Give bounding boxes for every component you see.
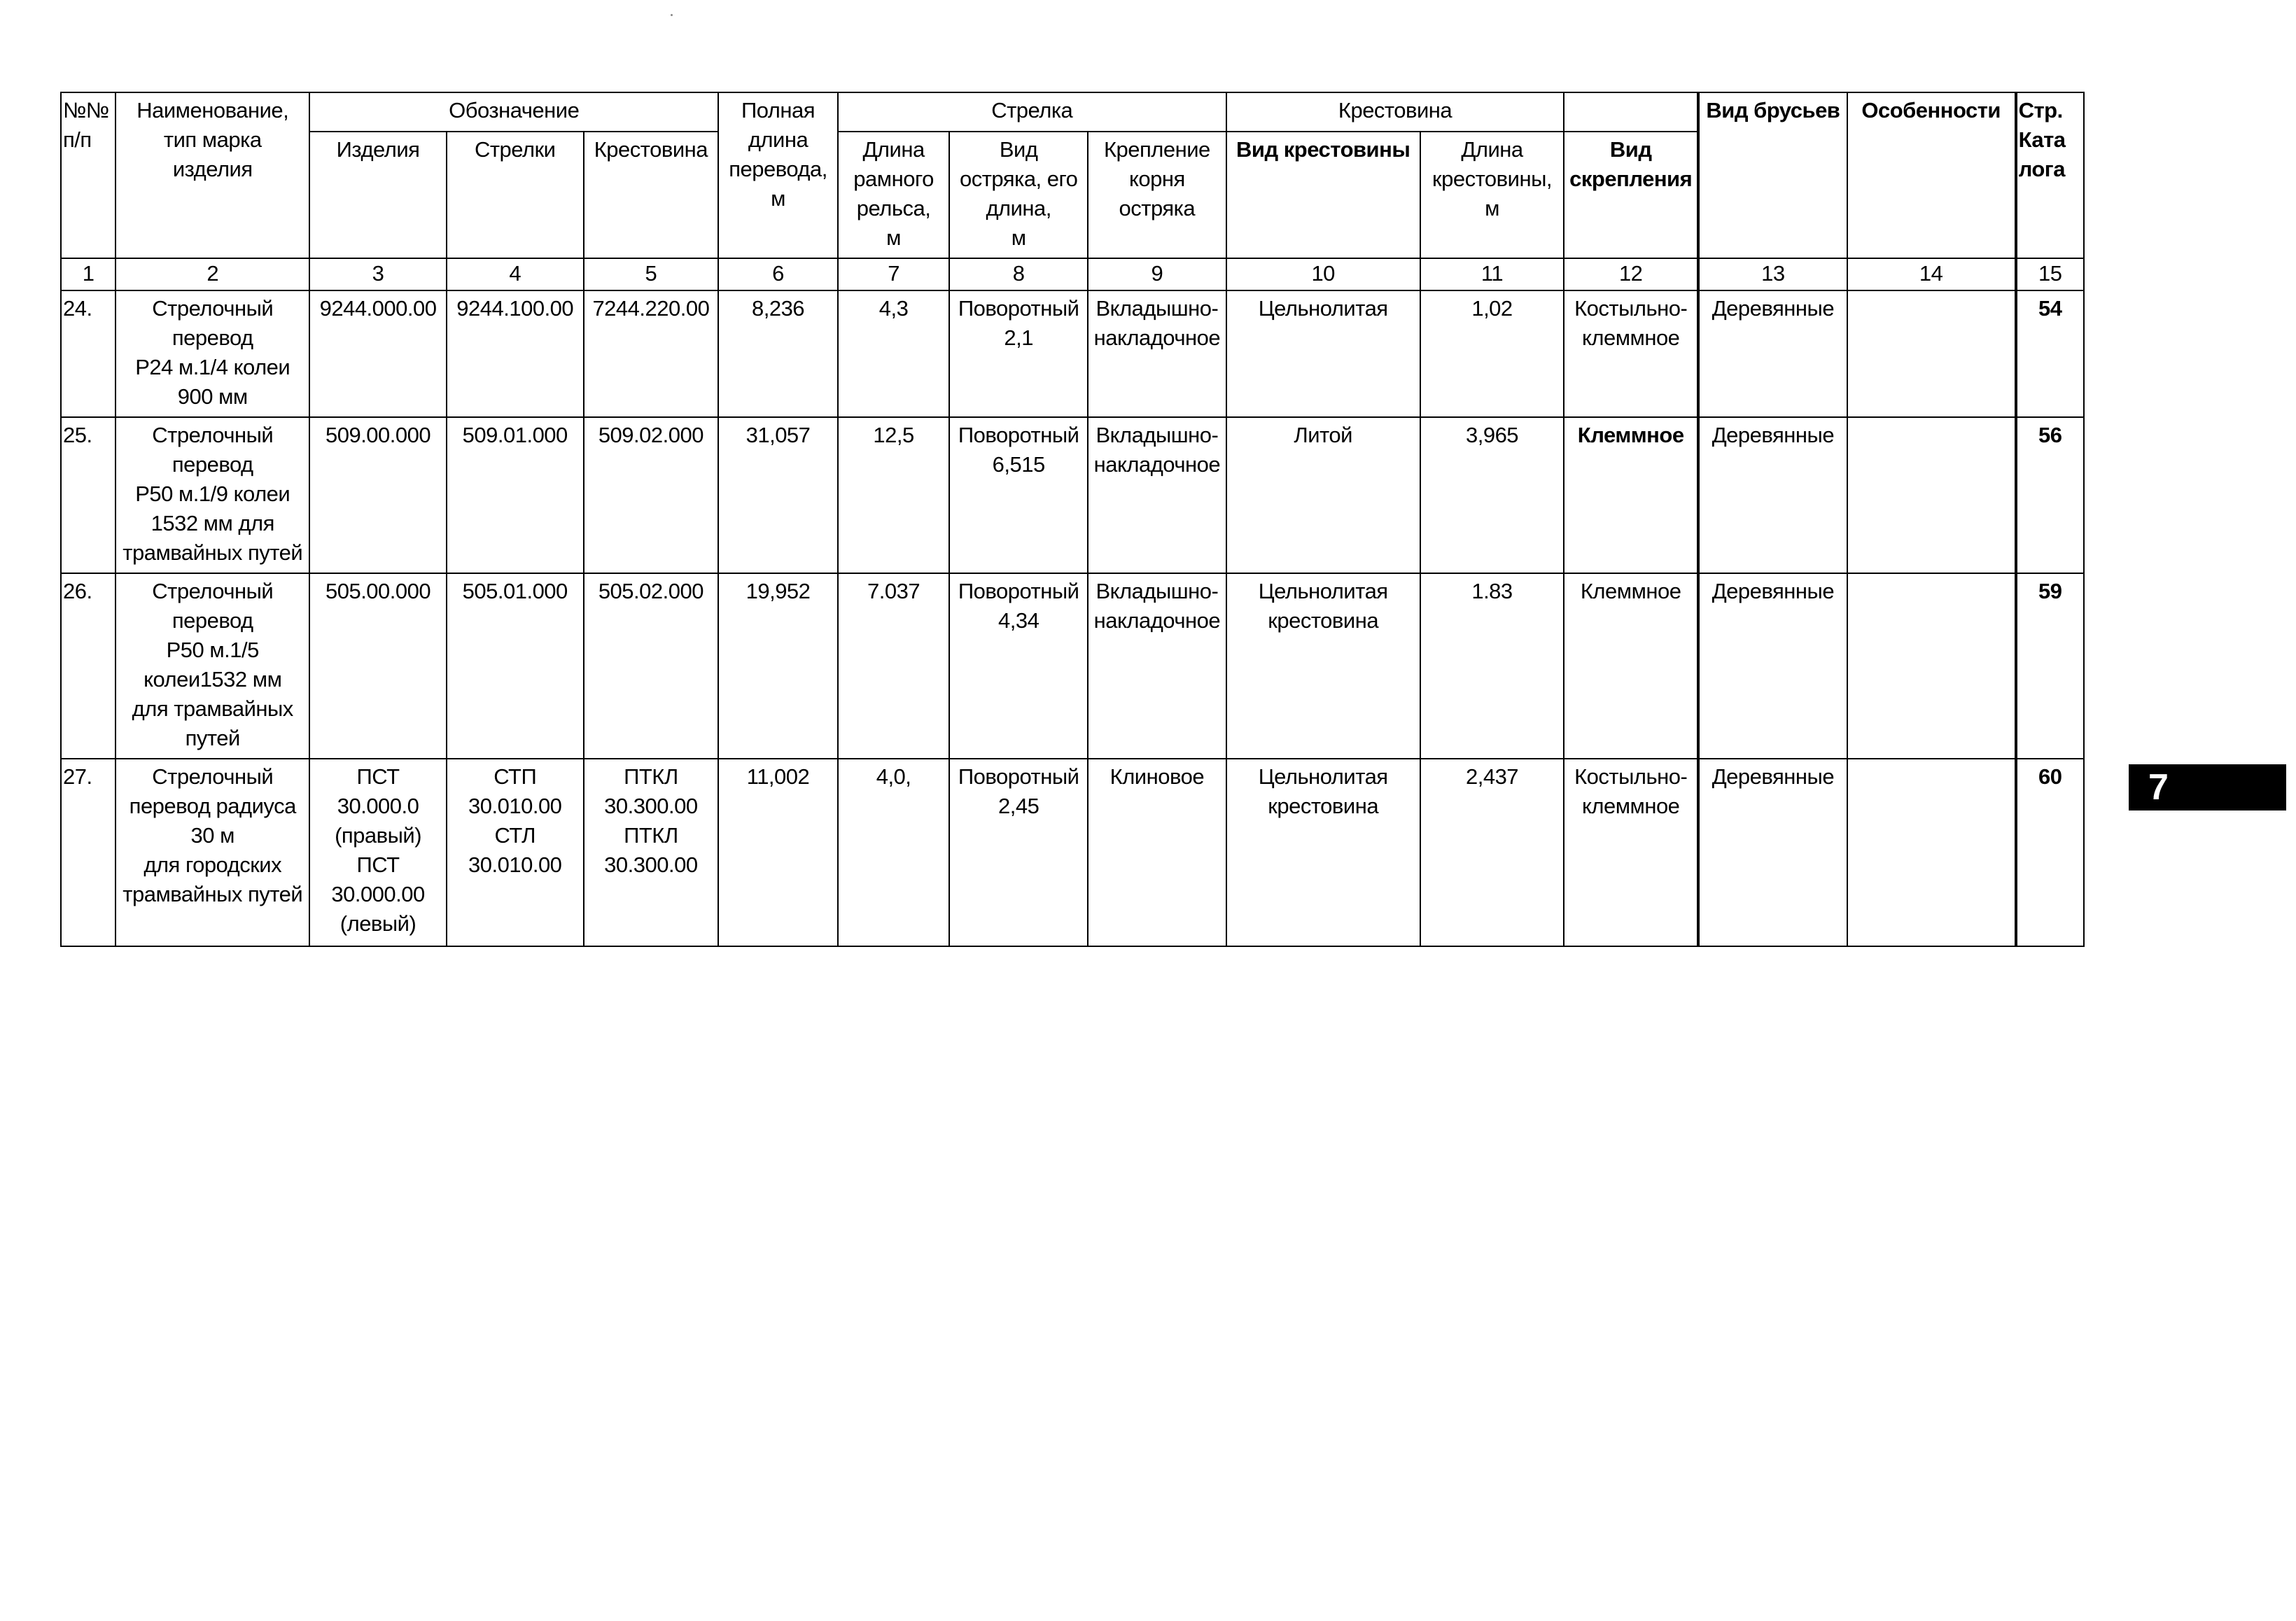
row-fastening: Костыльно- клеммное: [1564, 290, 1698, 417]
row-page: 54: [2016, 290, 2084, 417]
column-number-row: [61, 258, 2084, 290]
row-length: 31,057: [718, 417, 838, 573]
header-catalog-page: Стр. Ката лога: [2016, 92, 2084, 258]
row-blade: Поворотный 2,1: [949, 290, 1088, 417]
column-number: 10: [1226, 258, 1420, 290]
column-number: 3: [309, 258, 447, 290]
column-number: 7: [838, 258, 950, 290]
row-blade: Поворотный 6,515: [949, 417, 1088, 573]
column-number: 14: [1847, 258, 2016, 290]
column-number: 11: [1420, 258, 1564, 290]
row-rail-length: 4,0,: [838, 759, 950, 946]
row-sleepers: Деревянные: [1698, 290, 1847, 417]
column-number: 5: [584, 258, 719, 290]
row-sleepers: Деревянные: [1698, 573, 1847, 759]
row-length: 8,236: [718, 290, 838, 417]
row-frog-length: 1.83: [1420, 573, 1564, 759]
column-number: 9: [1088, 258, 1226, 290]
row-page: 59: [2016, 573, 2084, 759]
row-length: 11,002: [718, 759, 838, 946]
header-number: №№ п/п: [61, 92, 115, 258]
row-name: Стрелочный перевод радиуса 30 м для городских трамвайных путей: [115, 759, 309, 946]
header-group-switch: Стрелка: [838, 92, 1226, 132]
row-switch: СТП 30.010.00 СТЛ 30.010.00: [447, 759, 584, 946]
column-number: 15: [2016, 258, 2084, 290]
table-row: [61, 759, 2084, 946]
row-frog-type: Цельнолитая крестовина: [1226, 573, 1420, 759]
header-group-row: [61, 92, 2084, 132]
row-switch: 509.01.000: [447, 417, 584, 573]
header-group-frog: Крестовина: [1226, 92, 1564, 132]
header-switch: Стрелки: [447, 132, 584, 258]
row-root: Вкладышно- накладочное: [1088, 417, 1226, 573]
row-features: [1847, 417, 2016, 573]
header-frog-type: Вид крестовины: [1226, 132, 1420, 258]
column-number: 13: [1698, 258, 1847, 290]
row-switch: 9244.100.00: [447, 290, 584, 417]
table-row: [61, 290, 2084, 417]
row-length: 19,952: [718, 573, 838, 759]
row-frog: ПТКЛ 30.300.00 ПТКЛ 30.300.00: [584, 759, 719, 946]
row-page: 56: [2016, 417, 2084, 573]
row-root: Клиновое: [1088, 759, 1226, 946]
header-blade-type: Вид остряка, его длина, м: [949, 132, 1088, 258]
row-frog-length: 1,02: [1420, 290, 1564, 417]
row-features: [1847, 759, 2016, 946]
row-rail-length: 7.037: [838, 573, 950, 759]
row-rail-length: 4,3: [838, 290, 950, 417]
header-total-length: Полная длина перевода, м: [718, 92, 838, 258]
header-sleepers: Вид брусьев: [1698, 92, 1847, 258]
header-rail-length: Длина рамного рельса, м: [838, 132, 950, 258]
row-product: ПСТ 30.000.0 (правый) ПСТ 30.000.00 (левый): [309, 759, 447, 946]
row-features: [1847, 573, 2016, 759]
row-frog-type: Цельнолитая: [1226, 290, 1420, 417]
column-number: 6: [718, 258, 838, 290]
row-frog-type: Цельнолитая крестовина: [1226, 759, 1420, 946]
header-group-designation: Обозначение: [309, 92, 718, 132]
row-blade: Поворотный 4,34: [949, 573, 1088, 759]
column-number: 2: [115, 258, 309, 290]
column-number: 4: [447, 258, 584, 290]
row-product: 9244.000.00: [309, 290, 447, 417]
row-number: 24.: [61, 290, 115, 417]
row-root: Вкладышно- накладочное: [1088, 290, 1226, 417]
header-fastening: Вид скрепления: [1564, 132, 1698, 258]
header-features: Особенности: [1847, 92, 2016, 258]
row-name: Стрелочный перевод Р50 м.1/9 колеи 1532 мм для трамвайных путей: [115, 417, 309, 573]
header-group-empty: [1564, 92, 1698, 132]
table-row: [61, 573, 2084, 759]
table-row: [61, 417, 2084, 573]
row-root: Вкладышно- накладочное: [1088, 573, 1226, 759]
row-features: [1847, 290, 2016, 417]
row-number: 26.: [61, 573, 115, 759]
row-frog-length: 3,965: [1420, 417, 1564, 573]
header-product: Изделия: [309, 132, 447, 258]
row-frog-type: Литой: [1226, 417, 1420, 573]
row-number: 25.: [61, 417, 115, 573]
row-sleepers: Деревянные: [1698, 759, 1847, 946]
row-rail-length: 12,5: [838, 417, 950, 573]
column-number: 8: [949, 258, 1088, 290]
row-frog-length: 2,437: [1420, 759, 1564, 946]
row-frog: 505.02.000: [584, 573, 719, 759]
row-name: Стрелочный перевод Р24 м.1/4 колеи 900 мм: [115, 290, 309, 417]
column-number: 12: [1564, 258, 1698, 290]
row-frog: 7244.220.00: [584, 290, 719, 417]
row-fastening: Клеммное: [1564, 417, 1698, 573]
column-number: 1: [61, 258, 115, 290]
row-blade: Поворотный 2,45: [949, 759, 1088, 946]
header-root-fastening: Крепление корня остряка: [1088, 132, 1226, 258]
row-switch: 505.01.000: [447, 573, 584, 759]
row-product: 509.00.000: [309, 417, 447, 573]
header-frog-length: Длина крестовины, м: [1420, 132, 1564, 258]
row-product: 505.00.000: [309, 573, 447, 759]
scan-speck: [671, 14, 673, 16]
row-frog: 509.02.000: [584, 417, 719, 573]
switch-catalog-table: [60, 92, 2085, 947]
header-frog: Крестовина: [584, 132, 719, 258]
row-fastening: Костыльно- клеммное: [1564, 759, 1698, 946]
header-name: Наименование, тип марка изделия: [115, 92, 309, 258]
row-sleepers: Деревянные: [1698, 417, 1847, 573]
row-page: 60: [2016, 759, 2084, 946]
row-number: 27.: [61, 759, 115, 946]
row-fastening: Клеммное: [1564, 573, 1698, 759]
row-name: Стрелочный перевод Р50 м.1/5 колеи1532 мм для трамвайных путей: [115, 573, 309, 759]
section-tab: 7: [2129, 764, 2286, 810]
